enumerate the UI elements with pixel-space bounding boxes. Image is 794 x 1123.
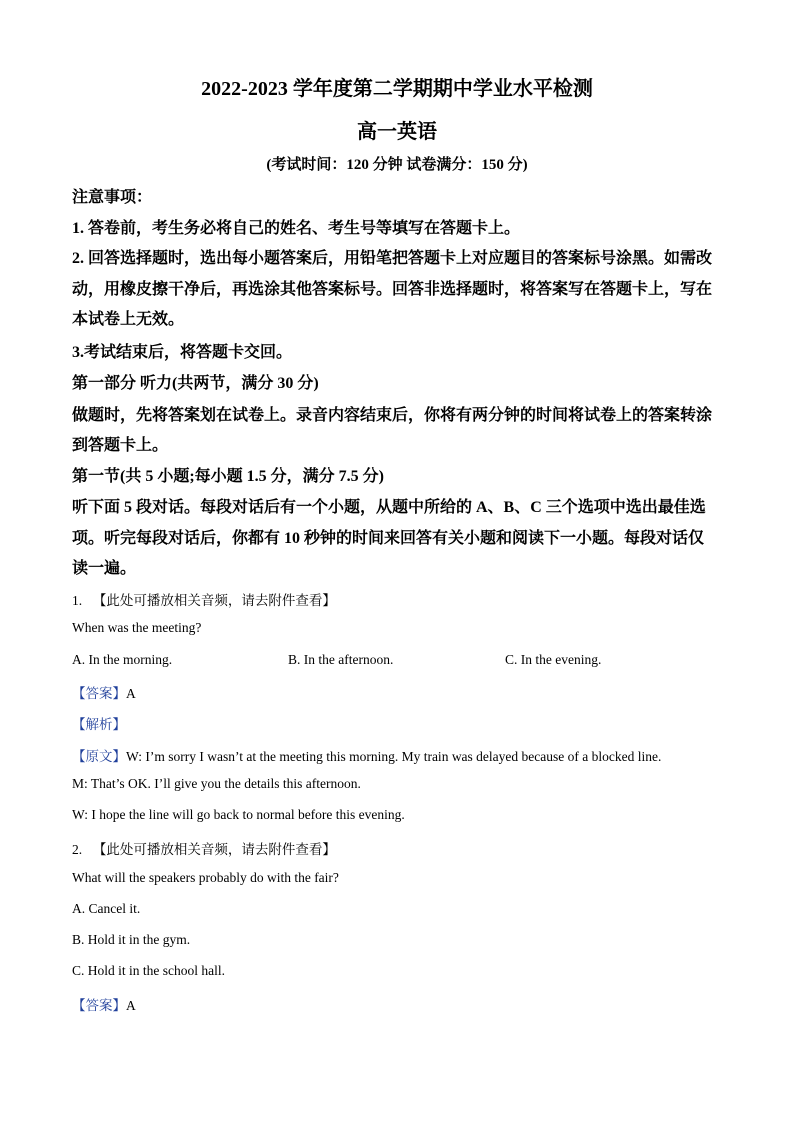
- notes-item-2-line-2: 动，用橡皮擦干净后，再选涂其他答案标号。回答非选择题时，将答案写在答题卡上，写在: [72, 281, 713, 298]
- exam-title: 2022-2023 学年度第二学期期中学业水平检测: [201, 78, 593, 100]
- q2-answer-tag: 【答案】: [72, 998, 126, 1013]
- q2-option-c: C. Hold it in the school hall.: [72, 963, 225, 978]
- q1-transcript-line-2: M: That’s OK. I’ll give you the details this afternoon.: [72, 776, 361, 791]
- q1-option-a: A. In the morning.: [72, 652, 173, 667]
- q2-answer-line: [72, 994, 136, 1014]
- q1-original-tag: 【原文】: [72, 749, 126, 764]
- notes-heading: 注意事项：: [72, 189, 153, 206]
- q1-question: When was the meeting?: [72, 620, 202, 635]
- q1-transcript-line-1: [72, 745, 661, 765]
- q1-answer-line: [72, 682, 136, 702]
- q2-question: What will the speakers probably do with the fair?: [72, 870, 339, 885]
- notes-item-3: 3.考试结束后，将答题卡交回。: [72, 344, 293, 361]
- section1-instruction-line-2: 项。听完每段对话后，你都有 10 秒钟的时间来回答有关小题和阅读下一小题。每段对话仅: [72, 530, 705, 547]
- section1-instruction-line-1: 听下面 5 段对话。每段对话后有一个小题，从题中所给的 A、B、C 三个选项中选出最佳选: [72, 499, 706, 516]
- q1-audio-link[interactable]: 【此处可播放相关音频，请去附件查看】: [92, 593, 336, 608]
- notes-item-1: 1. 答卷前，考生务必将自己的姓名、考生号等填写在答题卡上。: [72, 220, 521, 237]
- q2-number: 2.: [72, 842, 83, 857]
- part1-intro-line-2: 到答题卡上。: [72, 437, 169, 454]
- exam-info: (考试时间：120 分钟 试卷满分：150 分): [266, 157, 528, 173]
- notes-item-2-line-3: 本试卷上无效。: [72, 311, 185, 328]
- notes-item-2-line-1: 2. 回答选择题时，选出每小题答案后，用铅笔把答题卡上对应题目的答案标号涂黑。如需改: [72, 250, 713, 267]
- q1-audio-line: [72, 589, 336, 609]
- q1-transcript-line-3: W: I hope the line will go back to normal before this evening.: [72, 807, 405, 822]
- q1-number: 1.: [72, 593, 83, 608]
- q1-answer-tag: 【答案】: [72, 686, 126, 701]
- subject-title: 高一英语: [357, 121, 437, 143]
- q2-answer: A: [126, 998, 136, 1013]
- q1-transcript-text-1: W: I’m sorry I wasn’t at the meeting this morning. My train was delayed because of a blocked line.: [126, 749, 662, 764]
- q2-audio-line: [72, 838, 336, 858]
- q2-option-b: B. Hold it in the gym.: [72, 932, 191, 947]
- q1-option-b: B. In the afternoon.: [288, 652, 394, 667]
- part1-intro-line-1: 做题时，先将答案划在试卷上。录音内容结束后，你将有两分钟的时间将试卷上的答案转涂: [72, 407, 713, 424]
- part1-heading: 第一部分 听力(共两节，满分 30 分): [72, 375, 319, 392]
- section1-heading: 第一节(共 5 小题;每小题 1.5 分，满分 7.5 分): [72, 468, 384, 485]
- q1-answer: A: [126, 686, 136, 701]
- q1-option-c: C. In the evening.: [505, 652, 602, 667]
- q2-audio-link[interactable]: 【此处可播放相关音频，请去附件查看】: [92, 842, 336, 857]
- section1-instruction-line-3: 读一遍。: [72, 560, 137, 577]
- q2-option-a: A. Cancel it.: [72, 901, 141, 916]
- q1-analysis-tag: 【解析】: [72, 717, 126, 732]
